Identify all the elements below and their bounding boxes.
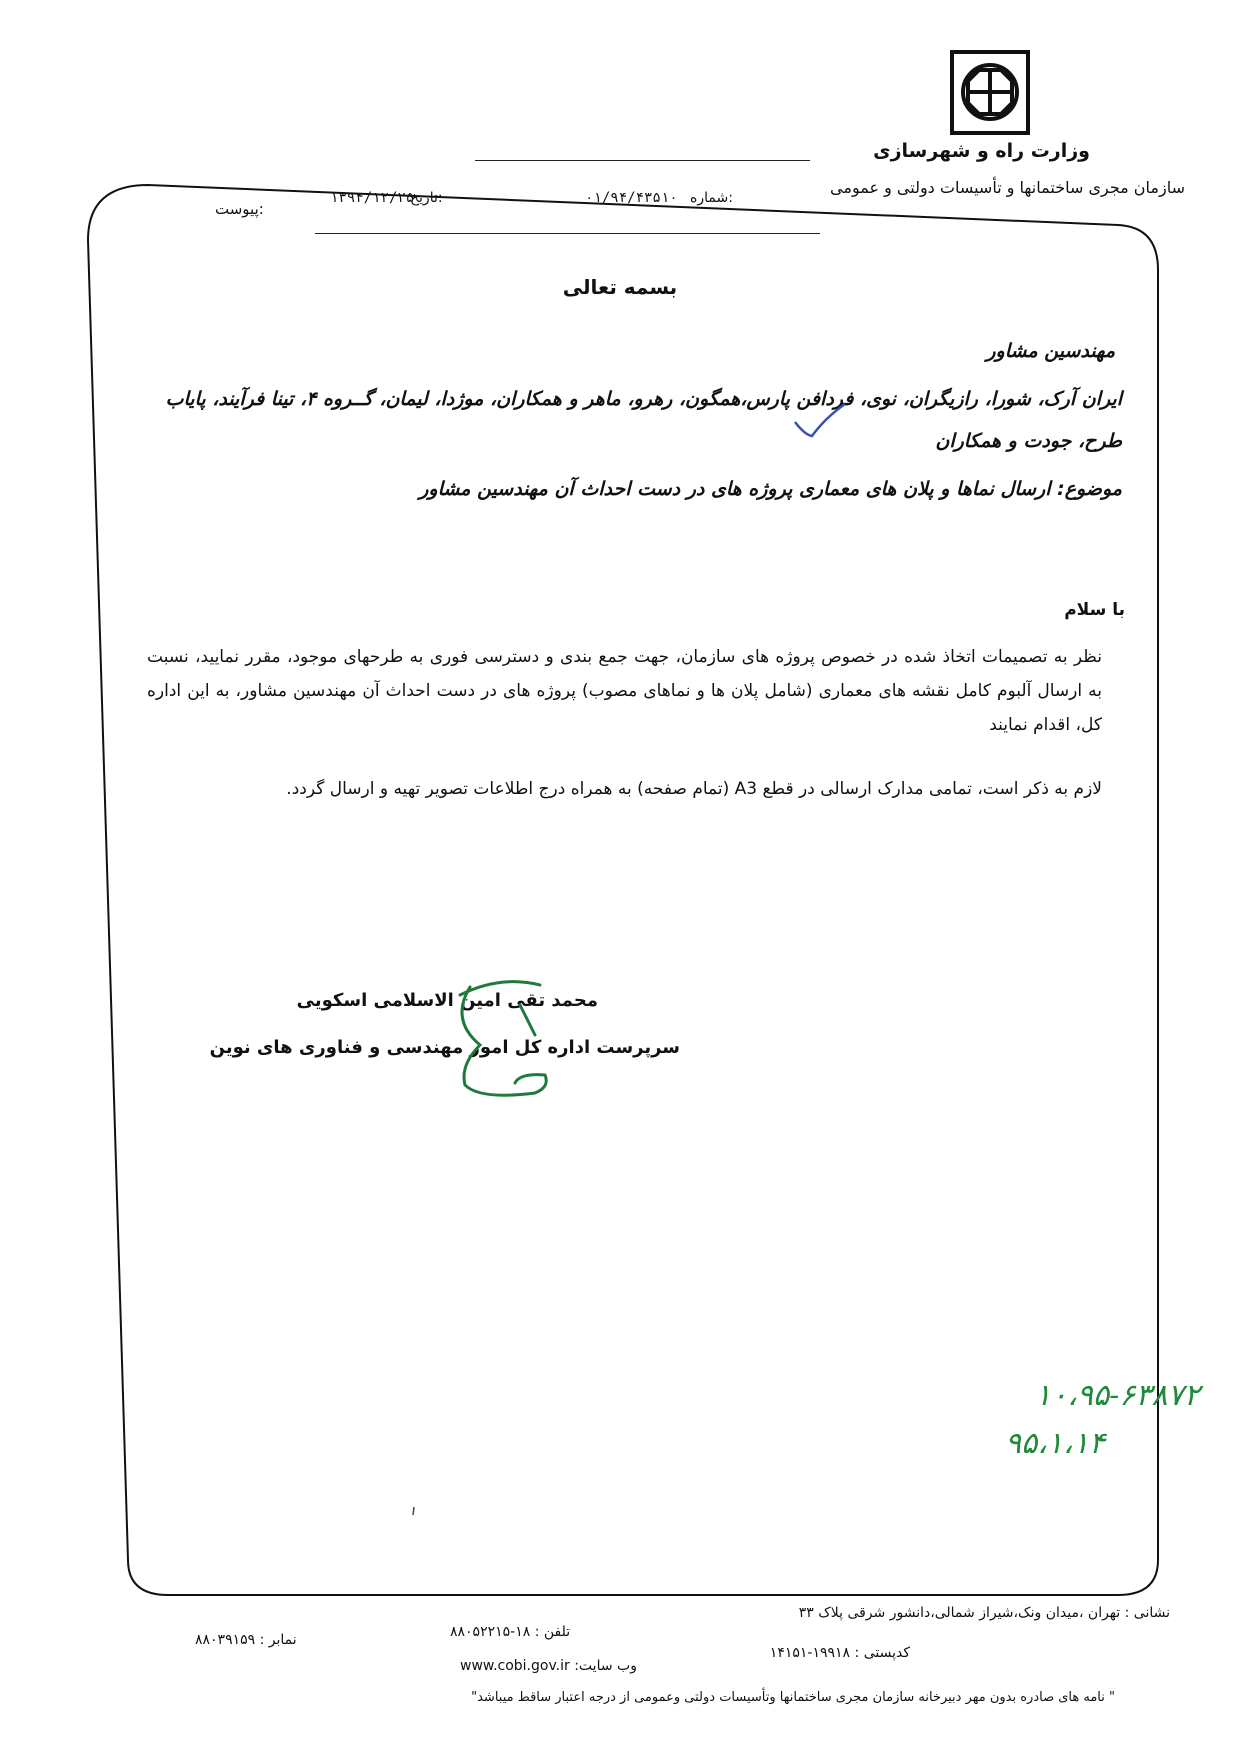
footer-website[interactable]: وب سایت: www.cobi.gov.ir: [460, 1658, 637, 1674]
handwritten-receipt-note: [830, 1365, 1200, 1475]
organization-name: سازمان مجری ساختمانها و تأسیسات دولتی و عمومی: [830, 178, 1185, 197]
signatory-name: محمد تقی امین الاسلامی اسکویی: [296, 990, 598, 1011]
addressee-title: مهندسین مشاور: [986, 340, 1115, 362]
number-label: شماره:: [690, 190, 733, 206]
basmala-heading: بسمه تعالی: [562, 275, 678, 299]
scan-speck: [412, 1500, 416, 1508]
receipt-note-line-1: ۱۰،۹۵-۶۳۸۷۲: [1035, 1378, 1200, 1413]
greeting: با سلام: [1064, 600, 1125, 620]
body-paragraph-2: لازم به ذکر است، تمامی مدارک ارسالی در قطع A3 (تمام صفحه) به همراه درج اطلاعات تصویر تهیه و ارسال گردد.: [286, 779, 1102, 799]
footer-phone: تلفن : ۱۸-۸۸۰۵۲۲۱۵: [450, 1624, 571, 1640]
addressee-firms: ایران آرک، شورا، رازیگران، نوی، فردافن پارس،همگون، رهرو، ماهر و همکاران، موژدا، لیمان، گــروه ۴، تینا فرآیند، پایاب طرح، جودت و همکاران: [165, 388, 1122, 452]
letter-subject: موضوع: ارسال نماها و پلان های معماری پروژه های در دست احداث آن مهندسین مشاور: [419, 478, 1122, 500]
date-label: تاریخ:: [410, 190, 443, 206]
letter-date: ۱۳۹۴/۱۲/۲۵: [330, 190, 415, 206]
ministry-logo-icon: [950, 50, 1030, 135]
ministry-name: وزارت راه و شهرسازی: [873, 140, 1090, 162]
footer-validity-notice: " نامه های صادره بدون مهر دبیرخانه سازمان مجری ساختمانها وتأسیسات دولتی وعمومی از درجه اعتبار ساقط میباشد": [471, 1690, 1115, 1705]
letter-number: ۰۱/۹۴/۴۳۵۱۰: [585, 190, 678, 206]
signatory-title: سرپرست اداره کل امور مهندسی و فناوری های نوین: [209, 1037, 680, 1058]
header-divider: [475, 160, 810, 161]
footer-postal-code: کدپستی : ۱۹۹۱۸-۱۴۱۵۱: [769, 1645, 910, 1661]
receipt-note-line-2: ۹۵،۱،۱۴: [1005, 1426, 1105, 1461]
body-paragraph-1: نظر به تصمیمات اتخاذ شده در خصوص پروژه های سازمان، جهت جمع بندی و دسترسی فوری به طرحهای موجود، مقرر نمایید، نسبت به ارسال آلبوم کامل نقشه های معماری (شامل پلان ها و نماهای مصوب) پروژه های در دست احداث آن مهندسین مشاور، به این اداره کل، اقدام نمایند: [147, 647, 1102, 735]
handwritten-signature-icon: [440, 975, 610, 1115]
footer-address: نشانی : تهران ،میدان ونک،شیراز شمالی،دانشور شرقی پلاک ۳۳: [798, 1605, 1170, 1621]
footer-fax: نمابر : ۸۸۰۳۹۱۵۹: [195, 1632, 297, 1648]
pen-check-mark-icon: [790, 400, 850, 440]
attachment-label: پیوست:: [215, 200, 264, 218]
